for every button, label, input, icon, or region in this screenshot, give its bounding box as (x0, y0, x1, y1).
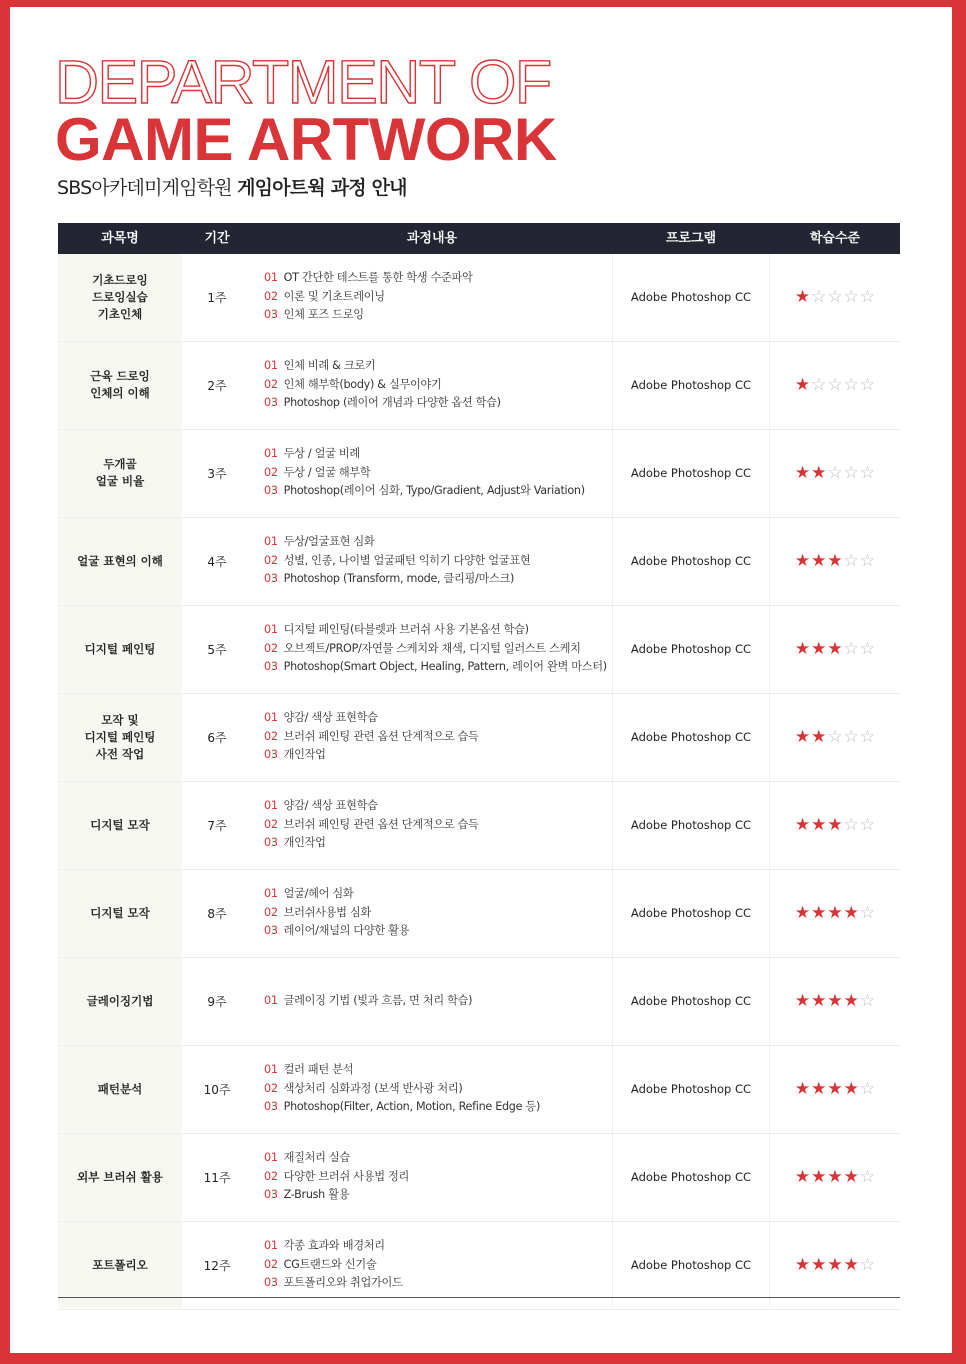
item-text: 두상/얼굴표현 심화 (283, 535, 375, 549)
item-text: Photoshop(레이어 심화, Typo/Gradient, Adjust와 Variation) (283, 484, 585, 498)
table-row (58, 694, 900, 782)
subject-name: 디지털 모작 (58, 870, 182, 956)
filled-star-icon: ★ (794, 990, 811, 1011)
filled-star-icon: ★ (794, 1254, 811, 1275)
program: Adobe Photoshop CC (612, 1134, 770, 1220)
filled-star-icon: ★ (794, 550, 811, 571)
content-item (264, 728, 614, 747)
item-number: 02 (264, 905, 278, 919)
period: 1주 (207, 290, 227, 305)
item-text: 양감/ 색상 표현학습 (283, 799, 378, 813)
item-text: 브러쉬사용법 심화 (283, 905, 371, 919)
level-rating (770, 782, 900, 868)
filled-star-icon: ★ (794, 374, 811, 395)
table-row (58, 254, 900, 342)
item-number: 02 (264, 1081, 278, 1095)
item-number: 01 (264, 623, 278, 637)
program: Adobe Photoshop CC (612, 694, 770, 780)
period: 8주 (207, 906, 227, 921)
filled-star-icon: ★ (811, 638, 827, 659)
curriculum-table (58, 223, 900, 1310)
period: 5주 (207, 642, 227, 657)
subtitle-academy: SBS아카데미게임학원 (57, 177, 238, 199)
item-text: 성별, 인종, 나이별 얼굴패턴 익히기 다양한 얼굴표현 (283, 553, 531, 567)
header-period: 기간 (204, 231, 230, 246)
program: Adobe Photoshop CC (612, 958, 770, 1044)
program: Adobe Photoshop CC (612, 782, 770, 868)
item-text: Z-Brush 활용 (283, 1188, 350, 1202)
filled-star-icon: ★ (811, 462, 827, 483)
header-content: 과정내용 (406, 231, 458, 246)
content-item (264, 376, 614, 395)
level-rating (770, 518, 900, 604)
program: Adobe Photoshop CC (612, 1222, 770, 1308)
program: Adobe Photoshop CC (612, 606, 770, 692)
period: 7주 (207, 818, 227, 833)
filled-star-icon: ★ (827, 1166, 843, 1187)
item-number: 02 (264, 553, 278, 567)
filled-star-icon: ★ (794, 286, 811, 307)
level-rating (770, 254, 900, 340)
program: Adobe Photoshop CC (612, 430, 770, 516)
empty-star-icon: ☆ (811, 374, 827, 395)
item-text: 인체 포즈 드로잉 (283, 308, 364, 322)
item-number: 02 (264, 729, 278, 743)
item-text: 재질처리 실습 (283, 1151, 350, 1165)
item-text: 오브젝트/PROP/자연물 스케치와 채색, 디지털 일러스트 스케치 (283, 641, 581, 655)
item-text: 개인작업 (283, 836, 326, 850)
filled-star-icon: ★ (843, 1078, 859, 1099)
item-number: 03 (264, 1276, 278, 1290)
item-number: 03 (264, 396, 278, 410)
level-rating (770, 1046, 900, 1132)
table-row (58, 1134, 900, 1222)
item-text: OT 간단한 테스트를 통한 학생 수준파악 (283, 271, 473, 285)
filled-star-icon: ★ (794, 1078, 811, 1099)
item-number: 03 (264, 572, 278, 586)
item-text: 두상 / 얼굴 해부학 (283, 465, 371, 479)
filled-star-icon: ★ (827, 902, 843, 923)
content-item (264, 1237, 614, 1256)
period: 10주 (203, 1082, 231, 1097)
item-text: 레이어/채널의 다양한 활용 (283, 924, 410, 938)
item-text: 양감/ 색상 표현학습 (283, 711, 378, 725)
subject-name: 외부 브러쉬 활용 (58, 1134, 182, 1220)
item-text: 글레이징 기법 (빛과 흐름, 면 처리 학습) (283, 993, 473, 1007)
item-text: 두상 / 얼굴 비례 (283, 447, 360, 461)
item-text: 이론 및 기초트레이닝 (283, 289, 385, 303)
filled-star-icon: ★ (794, 726, 811, 747)
course-content (264, 870, 614, 956)
empty-star-icon: ☆ (843, 462, 859, 483)
course-content (264, 782, 614, 868)
subject-name: 근육 드로잉 인체의 이해 (58, 342, 182, 428)
empty-star-icon: ☆ (859, 726, 876, 747)
table-row (58, 782, 900, 870)
filled-star-icon: ★ (827, 638, 843, 659)
content-item (264, 552, 614, 571)
item-number: 01 (264, 535, 278, 549)
period: 12주 (203, 1258, 231, 1273)
filled-star-icon: ★ (843, 990, 859, 1011)
course-content (264, 342, 614, 428)
header-program: 프로그램 (665, 231, 717, 246)
item-number: 03 (264, 748, 278, 762)
empty-star-icon: ☆ (859, 462, 876, 483)
content-item (264, 746, 614, 765)
item-text: 브러쉬 페인팅 관련 옵션 단계적으로 습득 (283, 817, 479, 831)
level-rating (770, 870, 900, 956)
content-item (264, 834, 614, 853)
empty-star-icon: ☆ (827, 462, 843, 483)
item-number: 03 (264, 660, 278, 674)
item-number: 03 (264, 836, 278, 850)
content-item (264, 1256, 614, 1275)
content-item (264, 482, 614, 501)
table-row (58, 518, 900, 606)
item-number: 01 (264, 447, 278, 461)
content-item (264, 570, 614, 589)
empty-star-icon: ☆ (859, 902, 876, 923)
course-content (264, 1134, 614, 1220)
level-rating (770, 430, 900, 516)
filled-star-icon: ★ (794, 1166, 811, 1187)
empty-star-icon: ☆ (843, 374, 859, 395)
period: 11주 (203, 1170, 231, 1185)
course-content (264, 430, 614, 516)
item-number: 02 (264, 465, 278, 479)
empty-star-icon: ☆ (843, 286, 859, 307)
content-item (264, 1149, 614, 1168)
content-item (264, 885, 614, 904)
item-text: Photoshop(Smart Object, Healing, Pattern, 레이어 완벽 마스터) (283, 660, 607, 674)
item-number: 01 (264, 359, 278, 373)
item-number: 02 (264, 377, 278, 391)
item-number: 01 (264, 711, 278, 725)
subject-name: 얼굴 표현의 이해 (58, 518, 182, 604)
filled-star-icon: ★ (811, 902, 827, 923)
item-number: 01 (264, 1151, 278, 1165)
filled-star-icon: ★ (794, 638, 811, 659)
subject-name: 디지털 모작 (58, 782, 182, 868)
item-number: 03 (264, 308, 278, 322)
course-content (264, 518, 614, 604)
content-item (264, 1061, 614, 1080)
item-text: 색상처리 심화과정 (보색 반사광 처리) (283, 1081, 463, 1095)
title-game-artwork: GAME ARTWORK (55, 106, 557, 173)
filled-star-icon: ★ (811, 726, 827, 747)
table-header (58, 223, 900, 254)
item-text: 개인작업 (283, 748, 326, 762)
empty-star-icon: ☆ (843, 726, 859, 747)
item-number: 02 (264, 641, 278, 655)
item-number: 01 (264, 799, 278, 813)
filled-star-icon: ★ (811, 1254, 827, 1275)
filled-star-icon: ★ (827, 814, 843, 835)
item-text: Photoshop(Filter, Action, Motion, Refine Edge 등) (283, 1100, 541, 1114)
content-item (264, 658, 614, 677)
subtitle-course-guide: 게임아트웍 과정 안내 (237, 177, 407, 199)
filled-star-icon: ★ (827, 1078, 843, 1099)
subject-name: 두개골 얼굴 비율 (58, 430, 182, 516)
item-text: 각종 효과와 배경처리 (283, 1239, 385, 1253)
subject-name: 패턴분석 (58, 1046, 182, 1132)
item-number: 03 (264, 1188, 278, 1202)
item-text: 브러쉬 페인팅 관련 옵션 단계적으로 습득 (283, 729, 479, 743)
item-number: 03 (264, 484, 278, 498)
content-item (264, 922, 614, 941)
period: 9주 (207, 994, 227, 1009)
content-item (264, 1186, 614, 1205)
empty-star-icon: ☆ (859, 286, 876, 307)
filled-star-icon: ★ (843, 902, 859, 923)
table-row (58, 606, 900, 694)
item-number: 02 (264, 1169, 278, 1183)
filled-star-icon: ★ (827, 550, 843, 571)
course-content (264, 694, 614, 780)
content-item (264, 797, 614, 816)
empty-star-icon: ☆ (827, 286, 843, 307)
content-item (264, 464, 614, 483)
period: 2주 (207, 378, 227, 393)
level-rating (770, 606, 900, 692)
level-rating (770, 1222, 900, 1308)
filled-star-icon: ★ (843, 1254, 859, 1275)
period: 6주 (207, 730, 227, 745)
program: Adobe Photoshop CC (612, 518, 770, 604)
empty-star-icon: ☆ (859, 638, 876, 659)
empty-star-icon: ☆ (859, 1254, 876, 1275)
filled-star-icon: ★ (811, 1166, 827, 1187)
item-number: 03 (264, 924, 278, 938)
item-text: 다양한 브러쉬 사용법 정리 (283, 1169, 409, 1183)
content-item (264, 816, 614, 835)
content-item (264, 394, 614, 413)
content-item (264, 533, 614, 552)
table-row (58, 342, 900, 430)
level-rating (770, 342, 900, 428)
course-content (264, 958, 614, 1044)
item-number: 02 (264, 1257, 278, 1271)
empty-star-icon: ☆ (827, 726, 843, 747)
item-number: 01 (264, 271, 278, 285)
empty-star-icon: ☆ (827, 374, 843, 395)
filled-star-icon: ★ (811, 814, 827, 835)
item-text: 컬러 패턴 분석 (283, 1063, 354, 1077)
level-rating (770, 1134, 900, 1220)
filled-star-icon: ★ (827, 990, 843, 1011)
filled-star-icon: ★ (794, 902, 811, 923)
filled-star-icon: ★ (811, 990, 827, 1011)
item-text: CG트랜드와 신기술 (283, 1257, 377, 1271)
item-text: 얼굴/헤어 심화 (283, 887, 354, 901)
program: Adobe Photoshop CC (612, 1046, 770, 1132)
empty-star-icon: ☆ (843, 814, 859, 835)
course-content (264, 606, 614, 692)
content-item (264, 992, 614, 1011)
subject-name: 글레이징기법 (58, 958, 182, 1044)
filled-star-icon: ★ (794, 814, 811, 835)
content-item (264, 621, 614, 640)
table-body (58, 254, 900, 1310)
item-number: 01 (264, 1239, 278, 1253)
program: Adobe Photoshop CC (612, 342, 770, 428)
item-text: Photoshop (Transform, mode, 클리핑/마스크) (283, 572, 515, 586)
empty-star-icon: ☆ (859, 550, 876, 571)
item-text: 포트폴리오와 취업가이드 (283, 1276, 403, 1290)
program: Adobe Photoshop CC (612, 254, 770, 340)
empty-star-icon: ☆ (843, 638, 859, 659)
period: 4주 (207, 554, 227, 569)
content-item (264, 640, 614, 659)
item-number: 02 (264, 289, 278, 303)
content-item (264, 1274, 614, 1293)
filled-star-icon: ★ (827, 1254, 843, 1275)
course-content (264, 1222, 614, 1308)
item-text: 디지털 페인팅(타블렛과 브러쉬 사용 기본옵션 학습) (283, 623, 529, 637)
content-item (264, 1098, 614, 1117)
filled-star-icon: ★ (811, 550, 827, 571)
item-number: 02 (264, 817, 278, 831)
bottom-divider (58, 1297, 900, 1298)
content-item (264, 357, 614, 376)
empty-star-icon: ☆ (859, 1078, 876, 1099)
filled-star-icon: ★ (843, 1166, 859, 1187)
title-department: DEPARTMENT OF (55, 48, 551, 116)
page-subtitle (57, 176, 407, 200)
empty-star-icon: ☆ (859, 1166, 876, 1187)
period: 3주 (207, 466, 227, 481)
content-item (264, 1168, 614, 1187)
content-item (264, 709, 614, 728)
table-row (58, 870, 900, 958)
empty-star-icon: ☆ (859, 374, 876, 395)
filled-star-icon: ★ (794, 462, 811, 483)
item-number: 01 (264, 887, 278, 901)
subject-name: 기초드로잉 드로잉실습 기초인체 (58, 254, 182, 340)
item-text: 인체 비례 & 크로키 (283, 359, 376, 373)
item-text: Photoshop (레이어 개념과 다양한 옵션 학습) (283, 396, 501, 410)
subject-name: 모작 및 디지털 페인팅 사전 작업 (58, 694, 182, 780)
content-item (264, 306, 614, 325)
item-number: 01 (264, 993, 278, 1007)
content-item (264, 445, 614, 464)
table-row (58, 1046, 900, 1134)
subject-name: 포트폴리오 (58, 1222, 182, 1308)
header-level: 학습수준 (809, 231, 861, 246)
empty-star-icon: ☆ (811, 286, 827, 307)
course-content (264, 254, 614, 340)
item-text: 인체 해부학(body) & 실무이야기 (283, 377, 442, 391)
content-item (264, 1080, 614, 1099)
table-row (58, 430, 900, 518)
subject-name: 디지털 페인팅 (58, 606, 182, 692)
item-number: 01 (264, 1063, 278, 1077)
item-number: 03 (264, 1100, 278, 1114)
course-content (264, 1046, 614, 1132)
header-subject: 과목명 (101, 231, 139, 246)
program: Adobe Photoshop CC (612, 870, 770, 956)
level-rating (770, 958, 900, 1044)
empty-star-icon: ☆ (859, 990, 876, 1011)
content-item (264, 269, 614, 288)
level-rating (770, 694, 900, 780)
content-item (264, 904, 614, 923)
table-row (58, 958, 900, 1046)
empty-star-icon: ☆ (843, 550, 859, 571)
empty-star-icon: ☆ (859, 814, 876, 835)
filled-star-icon: ★ (811, 1078, 827, 1099)
content-item (264, 288, 614, 307)
